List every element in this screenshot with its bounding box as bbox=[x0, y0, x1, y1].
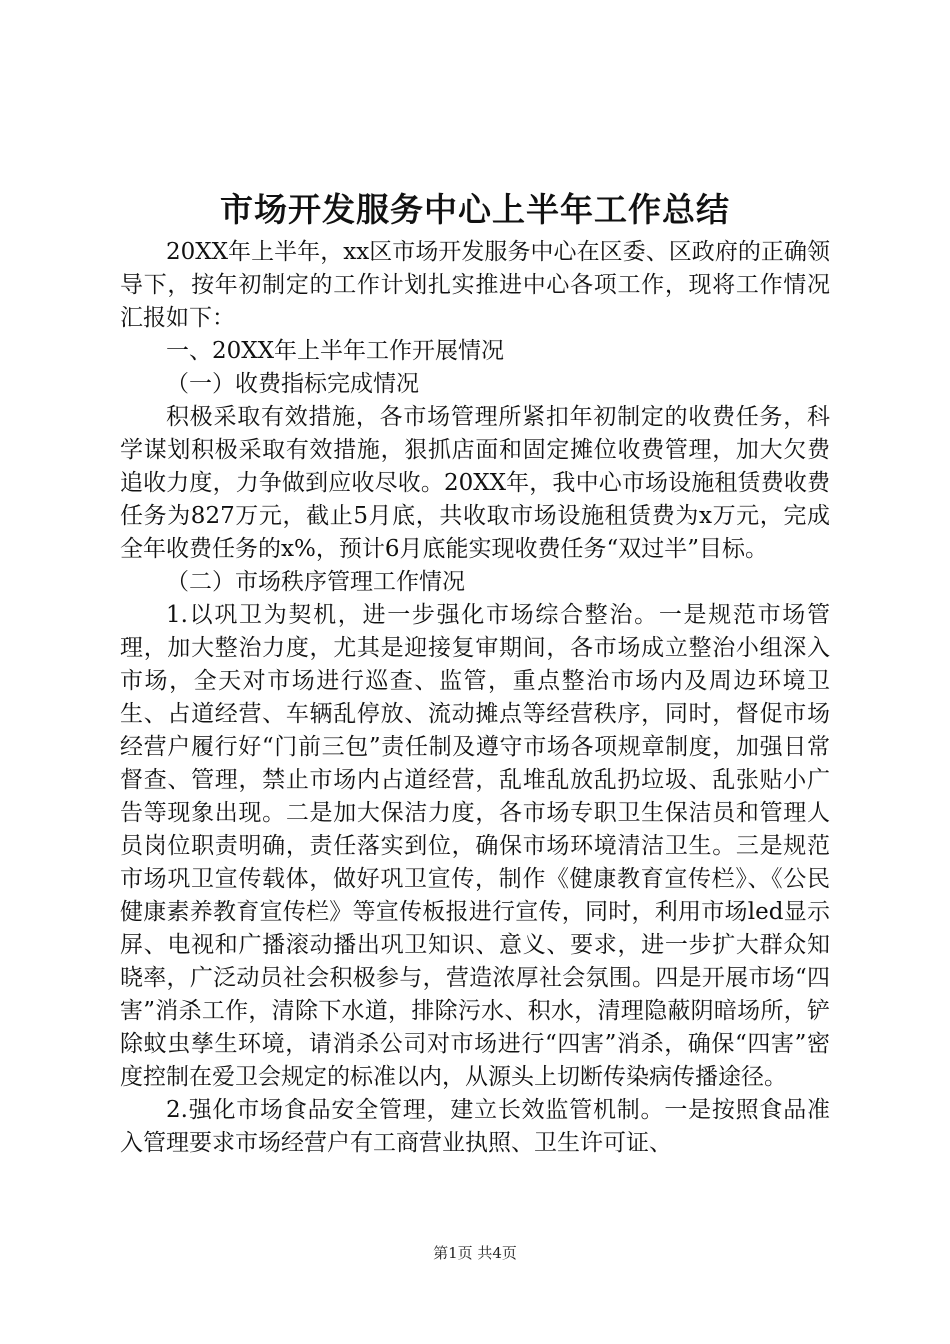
page-footer: 第1页 共4页 bbox=[433, 1244, 517, 1262]
document-body bbox=[120, 236, 830, 1160]
fee-collection-paragraph: 积极采取有效措施，各市场管理所紧扣年初制定的收费任务，科学谋划积极采取有效措施，狠抓店面和固定摊位收费管理，加大欠费追收力度，力争做到应收尽收。20XX年，我中心市场设施租赁费收费任务为827万元，截止5月底，共收取市场设施租赁费为x万元，完成全年收费任务的x%，预计6月底能实现收费任务“双过半”目标。 bbox=[120, 404, 830, 562]
document-title: 市场开发服务中心上半年工作总结 bbox=[220, 190, 730, 229]
intro-paragraph: 20XX年上半年，xx区市场开发服务中心在区委、区政府的正确领导下，按年初制定的工作计划扎实推进中心各项工作，现将工作情况汇报如下： bbox=[120, 239, 830, 331]
subsection-heading-2: （二）市场秩序管理工作情况 bbox=[166, 569, 465, 595]
food-safety-paragraph: 2.强化市场食品安全管理，建立长效监管机制。一是按照食品准入管理要求市场经营户有工商营业执照、卫生许可证、 bbox=[120, 1097, 830, 1156]
section-heading-1: 一、20XX年上半年工作开展情况 bbox=[166, 338, 505, 364]
market-order-paragraph: 1.以巩卫为契机，进一步强化市场综合整治。一是规范市场管理，加大整治力度，尤其是迎接复审期间，各市场成立整治小组深入市场，全天对市场进行巡查、监管，重点整治市场内及周边环境卫生、占道经营、车辆乱停放、流动摊点等经营秩序，同时，督促市场经营户履行好“门前三包”责任制及遵守市场各项规章制度，加强日常督查、管理，禁止市场内占道经营，乱堆乱放乱扔垃圾、乱张贴小广告等现象出现。二是加大保洁力度，各市场专职卫生保洁员和管理人员岗位职责明确，责任落实到位，确保市场环境清洁卫生。三是规范市场巩卫宣传载体，做好巩卫宣传，制作《健康教育宣传栏》、《公民健康素养教育宣传栏》等宣传板报进行宣传，同时，利用市场led显示屏、电视和广播滚动播出巩卫知识、意义、要求，进一步扩大群众知晓率，广泛动员社会积极参与，营造浓厚社会氛围。四是开展市场“四害”消杀工作，清除下水道，排除污水、积水，清理隐蔽阴暗场所，铲除蚊虫孳生环境，请消杀公司对市场进行“四害”消杀，确保“四害”密度控制在爱卫会规定的标准以内，从源头上切断传染病传播途径。 bbox=[120, 602, 830, 1090]
subsection-heading-1: （一）收费指标完成情况 bbox=[166, 371, 419, 397]
